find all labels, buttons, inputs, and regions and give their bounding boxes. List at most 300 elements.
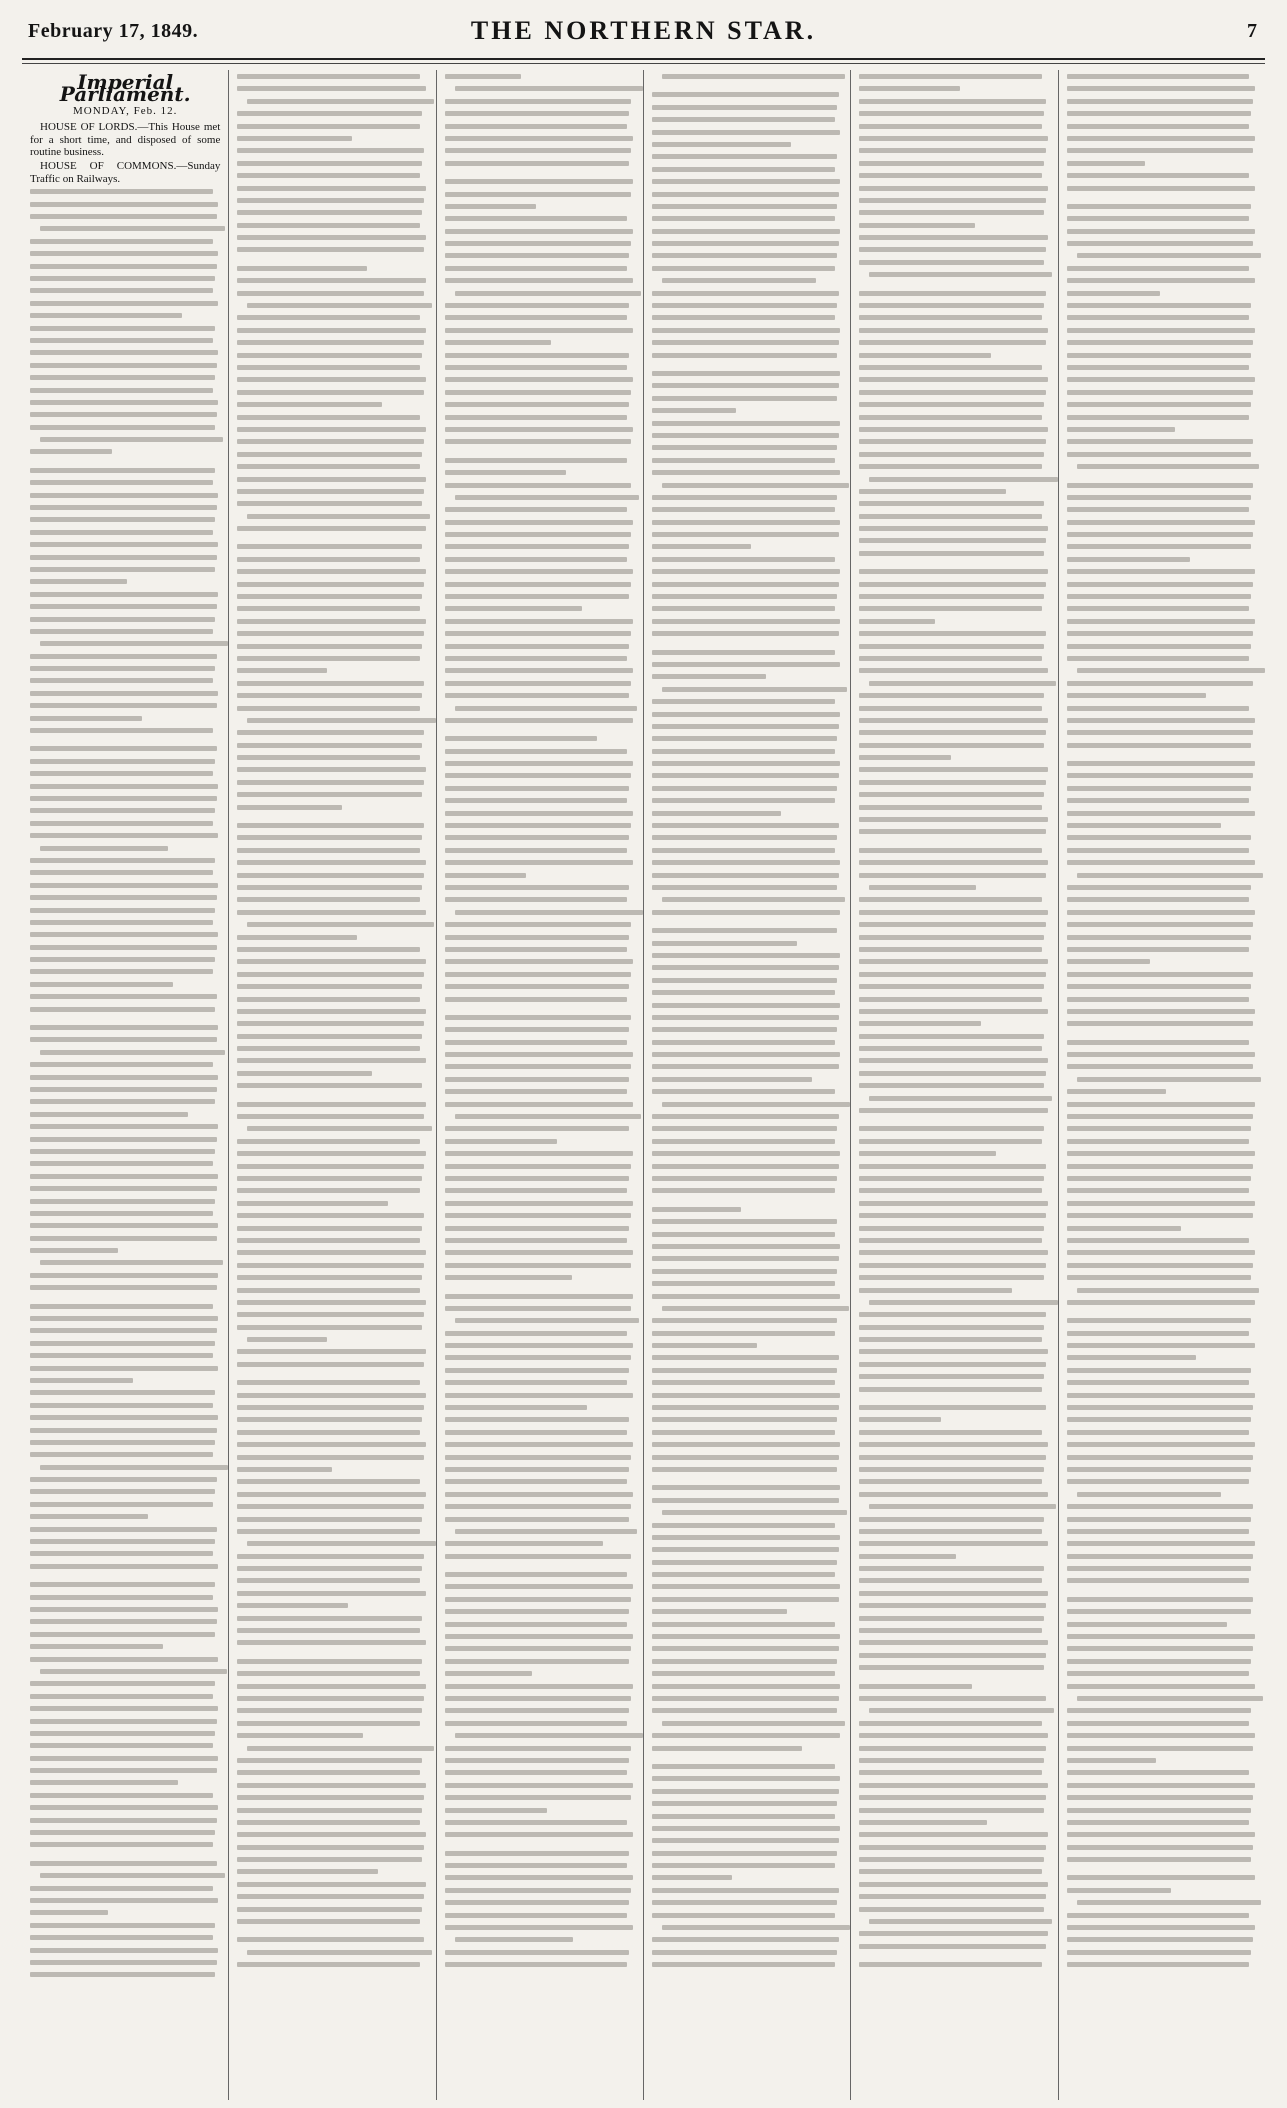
text-line [652, 1089, 835, 1094]
text-line [30, 821, 213, 826]
text-line [40, 1669, 227, 1674]
text-line [1067, 1226, 1181, 1231]
text-line [859, 668, 1047, 673]
text-line [859, 1046, 1042, 1051]
text-line [237, 365, 420, 370]
text-line [1067, 1417, 1252, 1422]
text-line [652, 1368, 837, 1373]
text-line [652, 216, 835, 221]
text-line [237, 1034, 422, 1039]
text-line [445, 1758, 630, 1763]
text-line [237, 1907, 422, 1912]
text-line [445, 1368, 630, 1373]
text-line [30, 1428, 217, 1433]
text-line [1067, 303, 1252, 308]
text-line [445, 1343, 633, 1348]
text-line [859, 148, 1046, 153]
text-line [30, 1898, 218, 1903]
text-line [652, 619, 840, 624]
text-line [237, 1578, 420, 1583]
text-line [869, 1919, 1052, 1924]
text-line [652, 1535, 840, 1540]
text-line [445, 619, 633, 624]
text-line [30, 784, 218, 789]
text-line [652, 873, 839, 878]
text-line [652, 383, 839, 388]
text-line [237, 415, 420, 420]
text-line [30, 833, 218, 838]
text-line [652, 582, 839, 587]
text-line [445, 594, 630, 599]
text-line [859, 173, 1042, 178]
text-line [30, 1842, 213, 1847]
text-line [445, 631, 632, 636]
text-line [445, 1213, 632, 1218]
text-line [237, 1176, 422, 1181]
text-line [237, 1226, 422, 1231]
text-line [652, 142, 791, 147]
text-line [455, 86, 643, 91]
text-line [30, 1527, 217, 1532]
text-line [30, 870, 213, 875]
text-line [445, 860, 633, 865]
text-line [237, 935, 357, 940]
text-line [30, 202, 218, 207]
text-line [30, 1199, 215, 1204]
text-line [1067, 1405, 1254, 1410]
text-line [652, 1634, 840, 1639]
text-line [445, 1708, 630, 1713]
text-line [1067, 1455, 1254, 1460]
text-line [445, 873, 527, 878]
paragraph-gap [445, 1288, 635, 1294]
text-line [237, 1696, 424, 1701]
text-line [237, 1529, 420, 1534]
text-line [445, 458, 628, 463]
text-line [237, 1845, 424, 1850]
text-line [1067, 706, 1250, 711]
text-line [445, 972, 632, 977]
text-line [237, 693, 422, 698]
text-line [445, 1584, 633, 1589]
text-line [662, 1510, 847, 1515]
text-line [1067, 1770, 1250, 1775]
text-line [445, 959, 633, 964]
text-line [1067, 353, 1252, 358]
text-line [1067, 1913, 1250, 1918]
text-line [652, 1597, 839, 1602]
text-line [247, 1337, 327, 1342]
text-line [859, 340, 1046, 345]
text-line [30, 313, 182, 318]
text-line [445, 1572, 628, 1577]
text-line [1067, 1541, 1255, 1546]
text-line [237, 315, 420, 320]
text-line [1067, 1888, 1172, 1893]
text-line [237, 1708, 422, 1713]
text-line [859, 1684, 971, 1689]
text-line [237, 266, 366, 271]
text-line [30, 666, 215, 671]
text-line [30, 1489, 215, 1494]
text-line [237, 1832, 425, 1837]
text-line [652, 1838, 839, 1843]
text-line [652, 1646, 839, 1651]
text-line [652, 1851, 837, 1856]
text-line [237, 706, 420, 711]
text-line [859, 1188, 1042, 1193]
text-line [652, 1219, 837, 1224]
text-line [652, 340, 839, 345]
text-line [652, 1498, 839, 1503]
text-line [859, 1139, 1042, 1144]
text-line [30, 449, 112, 454]
text-line [652, 1485, 840, 1490]
text-line [652, 1523, 835, 1528]
text-line [237, 439, 424, 444]
text-line [859, 1071, 1046, 1076]
text-line [237, 340, 424, 345]
text-line [237, 148, 424, 153]
text-line [652, 650, 835, 655]
text-line [859, 1034, 1044, 1039]
text-line [652, 1814, 835, 1819]
text-line [1067, 997, 1250, 1002]
text-line [30, 629, 213, 634]
text-line [652, 1040, 835, 1045]
text-line [1067, 1504, 1254, 1509]
text-line [237, 1659, 422, 1664]
commons-text: —Sunday Traffic on Railways. [30, 160, 221, 185]
text-line [237, 594, 422, 599]
text-line [30, 796, 217, 801]
text-line [30, 1502, 213, 1507]
text-line [445, 1950, 630, 1955]
text-line [237, 1288, 420, 1293]
text-line [859, 464, 1042, 469]
text-line [237, 557, 420, 562]
text-line [30, 728, 213, 733]
text-line [237, 972, 424, 977]
text-line [445, 582, 632, 587]
text-line [859, 1201, 1047, 1206]
text-line [445, 897, 628, 902]
text-line [445, 204, 536, 209]
text-line [1077, 668, 1265, 673]
text-line [652, 117, 835, 122]
text-line [237, 1962, 420, 1967]
dateline: MONDAY, Feb. 12. [73, 104, 178, 117]
text-line [859, 1275, 1044, 1280]
text-line [652, 1764, 835, 1769]
columns [22, 70, 1265, 2100]
text-line [237, 910, 425, 915]
text-line [652, 1875, 732, 1880]
text-line [30, 1223, 218, 1228]
text-line [652, 699, 835, 704]
text-line [30, 375, 215, 380]
text-line [1067, 656, 1250, 661]
text-line [237, 210, 422, 215]
text-line [237, 1442, 425, 1447]
text-line [445, 885, 630, 890]
text-line [237, 1164, 424, 1169]
text-line [859, 1628, 1042, 1633]
text-line [1067, 124, 1250, 129]
text-line [30, 1366, 218, 1371]
text-line [237, 1430, 420, 1435]
text-line [652, 965, 839, 970]
text-line [30, 542, 218, 547]
text-line [859, 873, 1046, 878]
text-line [1067, 390, 1254, 395]
text-line [445, 1504, 632, 1509]
text-line [652, 674, 766, 679]
text-line [237, 984, 422, 989]
text-line [30, 1632, 215, 1637]
text-line [652, 408, 736, 413]
text-line [1067, 1300, 1255, 1305]
text-line [445, 1417, 630, 1422]
text-line [652, 1064, 839, 1069]
text-line [652, 1776, 840, 1781]
text-line [30, 264, 217, 269]
text-line [30, 468, 215, 473]
text-line [237, 1783, 425, 1788]
text-line [1067, 1064, 1254, 1069]
text-line [445, 1851, 630, 1856]
text-line [652, 1232, 835, 1237]
text-line [237, 544, 422, 549]
text-line [237, 1684, 425, 1689]
text-line [445, 1795, 632, 1800]
text-line [445, 1430, 628, 1435]
text-line [445, 736, 597, 741]
text-line [30, 1186, 217, 1191]
text-line [445, 1077, 630, 1082]
text-line [859, 1362, 1046, 1367]
text-line [652, 1708, 837, 1713]
text-line [662, 897, 845, 902]
text-line [859, 1541, 1047, 1546]
text-line [652, 1405, 839, 1410]
text-line [445, 1875, 633, 1880]
text-line [30, 771, 213, 776]
text-line [859, 353, 990, 358]
text-line [652, 353, 837, 358]
text-line [30, 883, 218, 888]
text-line [30, 1539, 215, 1544]
text-line [445, 99, 632, 104]
text-line [1067, 1250, 1255, 1255]
text-line [1067, 606, 1250, 611]
text-line [445, 922, 632, 927]
text-line [652, 1455, 839, 1460]
text-line [237, 501, 422, 506]
text-line [247, 514, 430, 519]
text-line [237, 173, 420, 178]
text-line [1067, 532, 1254, 537]
text-line [652, 1622, 835, 1627]
text-line [1067, 520, 1255, 525]
column-3 [437, 70, 644, 2100]
text-line [1067, 1554, 1254, 1559]
text-line [652, 990, 835, 995]
text-line [445, 1554, 632, 1559]
text-line [652, 421, 840, 426]
text-line [445, 483, 632, 488]
column-3-text-lines [445, 74, 635, 1967]
text-line [859, 514, 1042, 519]
text-line [237, 427, 425, 432]
text-line [445, 179, 633, 184]
text-line [859, 1962, 1042, 1967]
text-line [40, 1260, 223, 1265]
text-line [237, 681, 424, 686]
text-line [652, 978, 837, 983]
text-line [445, 749, 628, 754]
text-line [237, 1504, 424, 1509]
text-line [859, 501, 1044, 506]
text-line [859, 1616, 1044, 1621]
text-line [30, 654, 217, 659]
text-line [1067, 1857, 1252, 1862]
text-line [1077, 1492, 1222, 1497]
text-line [1067, 544, 1252, 549]
text-line [445, 1597, 632, 1602]
paragraph-gap [1067, 1591, 1257, 1597]
text-line [859, 124, 1042, 129]
text-line [1067, 594, 1252, 599]
text-line [30, 1960, 217, 1965]
text-line [859, 1907, 1044, 1912]
text-line [445, 427, 633, 432]
text-line [652, 507, 835, 512]
text-line [237, 1071, 372, 1076]
text-line [652, 179, 840, 184]
text-line [1067, 1622, 1227, 1627]
text-line [30, 1248, 118, 1253]
text-line [445, 328, 633, 333]
text-line [1067, 1950, 1252, 1955]
text-line [237, 186, 425, 191]
text-line [237, 390, 424, 395]
text-line [859, 1857, 1044, 1862]
text-line [445, 353, 630, 358]
text-line [859, 947, 1042, 952]
text-line [859, 1126, 1044, 1131]
text-line [1067, 74, 1250, 79]
text-line [30, 493, 218, 498]
text-line [237, 1795, 424, 1800]
text-line [445, 1040, 628, 1045]
text-line [652, 1417, 837, 1422]
text-line [237, 1671, 420, 1676]
column-4 [644, 70, 851, 2100]
text-line [1067, 1479, 1250, 1484]
text-line [30, 1910, 108, 1915]
text-line [859, 1808, 1044, 1813]
text-line [859, 1758, 1044, 1763]
text-line [237, 1894, 424, 1899]
text-line [445, 229, 633, 234]
text-line [30, 1514, 148, 1519]
text-line [859, 526, 1047, 531]
text-line [30, 189, 213, 194]
text-line [1067, 1442, 1255, 1447]
text-line [1067, 619, 1255, 624]
text-line [445, 520, 633, 525]
text-line [859, 1349, 1047, 1354]
text-line [445, 798, 628, 803]
text-line [859, 1795, 1046, 1800]
text-line [652, 396, 837, 401]
text-line [30, 808, 215, 813]
text-line [859, 1820, 987, 1825]
text-line [237, 247, 424, 252]
text-line [652, 594, 837, 599]
text-line [30, 1149, 215, 1154]
text-line [652, 885, 837, 890]
text-line [859, 1387, 1042, 1392]
text-line [237, 489, 424, 494]
text-line [30, 1236, 217, 1241]
text-line [445, 1925, 633, 1930]
text-line [445, 823, 632, 828]
text-line [652, 315, 835, 320]
text-line [30, 1161, 213, 1166]
text-line [1067, 693, 1206, 698]
text-line [30, 1731, 215, 1736]
text-line [859, 922, 1046, 927]
text-line [652, 1126, 837, 1131]
text-line [445, 1541, 603, 1546]
text-line [237, 1046, 420, 1051]
text-line [859, 1640, 1047, 1645]
text-line [1067, 161, 1145, 166]
text-line [30, 957, 215, 962]
text-line [859, 1337, 1042, 1342]
text-line [237, 1640, 425, 1645]
text-line [237, 526, 425, 531]
text-line [652, 1343, 757, 1348]
text-line [652, 1937, 839, 1942]
text-line [859, 315, 1042, 320]
text-line [30, 1124, 218, 1129]
text-line [30, 1830, 215, 1835]
text-line [237, 1312, 424, 1317]
text-line [30, 1390, 215, 1395]
commons-heading: HOUSE OF COMMONS. [40, 160, 177, 173]
text-line [859, 1746, 1046, 1751]
text-line [445, 1151, 633, 1156]
text-line [859, 1430, 1042, 1435]
text-line [30, 239, 213, 244]
text-line [859, 1021, 981, 1026]
text-line [652, 1900, 837, 1905]
text-line [445, 1696, 632, 1701]
text-line [662, 687, 847, 692]
text-line [859, 1783, 1047, 1788]
text-line [859, 1226, 1044, 1231]
text-line [445, 1064, 632, 1069]
text-line [859, 551, 1044, 556]
text-line [30, 1972, 215, 1977]
paragraph-gap [859, 842, 1049, 848]
text-line [652, 606, 835, 611]
text-line [859, 1832, 1047, 1837]
text-line [652, 291, 839, 296]
